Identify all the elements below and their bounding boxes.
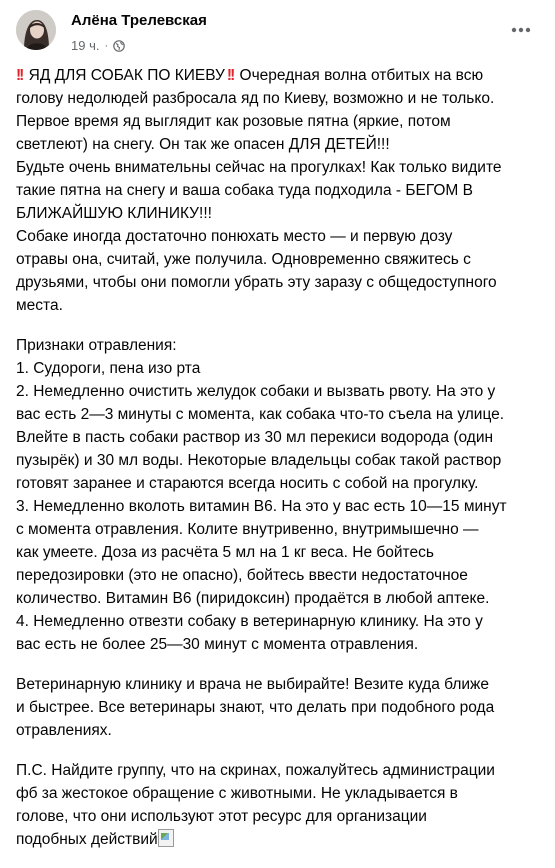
- post-text-line: [16, 696, 544, 719]
- post-text-line: [16, 449, 544, 472]
- post-text-line: [16, 248, 544, 271]
- post-text-segment: передозировки (это не опасно), бойтесь ввести недостаточное: [16, 567, 468, 584]
- post-text-segment: вас есть не более 25—30 минут с момента отравления.: [16, 636, 419, 653]
- post-text-line: [16, 271, 544, 294]
- post-text-line: [16, 64, 544, 87]
- post-text-segment: 2. Немедленно очистить желудок собаки и вызвать рвоту. На это у: [16, 383, 496, 400]
- post-text-line: [16, 587, 544, 610]
- post-text-line: [16, 633, 544, 656]
- post-paragraph: [16, 64, 544, 317]
- post-text-line: [16, 828, 544, 851]
- post-text-segment: голове, что они используют этот ресурс для организации: [16, 808, 427, 825]
- post-text-line: [16, 472, 544, 495]
- post-text-line: [16, 87, 544, 110]
- post-text-line: [16, 782, 544, 805]
- post-text-segment: такие пятна на снегу и ваша собака туда подходила - БЕГОМ В: [16, 182, 473, 199]
- more-horizontal-icon: [511, 27, 531, 33]
- post-text-line: [16, 518, 544, 541]
- post-text-segment: как умеете. Доза из расчёта 5 мл на 1 кг веса. Не бойтесь: [16, 544, 434, 561]
- post-text-segment: друзьями, чтобы они помогли убрать эту заразу с общедоступного: [16, 274, 497, 291]
- post-text-segment: Очередная волна отбитых на всю: [235, 67, 484, 84]
- more-options-button[interactable]: [503, 16, 539, 44]
- post-text-segment: П.С. Найдите группу, что на скринах, пожалуйтесь администрации: [16, 762, 495, 779]
- double-exclamation-icon: !!: [226, 67, 234, 84]
- post-text-line: [16, 610, 544, 633]
- post-text-segment: пузырёк) и 30 мл воды. Некоторые владельцы собак такой раствор: [16, 452, 502, 469]
- post-text-line: [16, 225, 544, 248]
- post-text-line: [16, 541, 544, 564]
- post-text-line: [16, 133, 544, 156]
- post-text-segment: и быстрее. Все ветеринары знают, что делать при подобного рода: [16, 699, 495, 716]
- post-text-line: [16, 805, 544, 828]
- post-text-segment: количество. Витамин В6 (пиридоксин) продаётся в любой аптеке.: [16, 590, 490, 607]
- post-paragraph: [16, 759, 544, 851]
- post-text-segment: отравлениях.: [16, 722, 112, 739]
- post-text-segment: готовят заранее и стараются всегда носить с собой на прогулку.: [16, 475, 479, 492]
- post-text-segment: светлеют) на снегу. Он так же опасен ДЛЯ ДЕТЕЙ!!!: [16, 136, 390, 153]
- post-text-line: [16, 334, 544, 357]
- post-text-segment: отравы она, считай, уже получила. Одновременно свяжитесь с: [16, 251, 471, 268]
- post-text-line: [16, 719, 544, 742]
- post-text-line: [16, 426, 544, 449]
- post-paragraph: [16, 673, 544, 742]
- post-text-line: [16, 380, 544, 403]
- post-text-segment: места.: [16, 297, 63, 314]
- post-meta: [71, 38, 125, 53]
- post-text-segment: подобных действий: [16, 831, 158, 848]
- post-text-line: [16, 179, 544, 202]
- post-text-line: [16, 294, 544, 317]
- post-text-line: [16, 673, 544, 696]
- post-text-segment: Собаке иногда достаточно понюхать место — и первую дозу: [16, 228, 453, 245]
- post-text-segment: Будьте очень внимательны сейчас на прогулках! Как только видите: [16, 159, 502, 176]
- post-text-segment: Влейте в пасть собаки раствор из 30 мл перекиси водорода (один: [16, 429, 494, 446]
- post-text-line: [16, 759, 544, 782]
- post-text-segment: голову недолюдей разбросала яд по Киеву, возможно и не только.: [16, 90, 495, 107]
- post-text-line: [16, 202, 544, 225]
- post-paragraph: [16, 334, 544, 656]
- post-text-segment: 4. Немедленно отвезти собаку в ветеринарную клинику. На это у: [16, 613, 483, 630]
- double-exclamation-icon: !!: [16, 67, 23, 84]
- post-text-segment: 3. Немедленно вколоть витамин В6. На это у вас есть 10—15 минут: [16, 498, 507, 515]
- avatar-photo: [16, 10, 56, 50]
- post-text-line: [16, 110, 544, 133]
- post-text-line: [16, 564, 544, 587]
- broken-image-icon[interactable]: [158, 829, 174, 847]
- post-text-segment: Признаки отравления:: [16, 337, 177, 354]
- alert-heading: ЯД ДЛЯ СОБАК ПО КИЕВУ: [24, 67, 225, 84]
- post-text-line: [16, 357, 544, 380]
- post-text-segment: фб за жестокое обращение с животными. Не укладывается в: [16, 785, 458, 802]
- post-text-segment: вас есть 2—3 минуты с момента, как собака что-то съела на улице.: [16, 406, 505, 423]
- post-text-segment: Первое время яд выглядит как розовые пятна (яркие, потом: [16, 113, 451, 130]
- post-text-segment: с момента отравления. Колите внутривенно, внутримышечно —: [16, 521, 479, 538]
- post-text-line: [16, 403, 544, 426]
- meta-separator: ·: [104, 39, 109, 52]
- post-timestamp[interactable]: 19 ч.: [71, 38, 100, 53]
- post-text-segment: 1. Судороги, пена изо рта: [16, 360, 201, 377]
- post-text-segment: БЛИЖАЙШУЮ КЛИНИКУ!!!: [16, 205, 212, 222]
- post-text-line: [16, 156, 544, 179]
- avatar[interactable]: [16, 10, 56, 50]
- post-header: [16, 10, 539, 66]
- post-text-line: [16, 495, 544, 518]
- globe-icon[interactable]: [113, 40, 125, 52]
- author-name[interactable]: Алёна Трелевская: [71, 12, 207, 29]
- post-text: [16, 64, 544, 868]
- post-text-segment: Ветеринарную клинику и врача не выбирайте! Везите куда ближе: [16, 676, 490, 693]
